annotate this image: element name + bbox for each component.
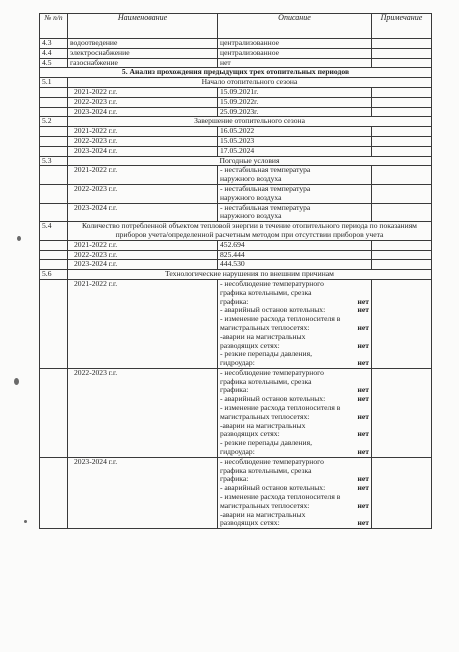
- violation-label: графика:: [220, 385, 249, 395]
- violation-line: графика котельными, срезка: [220, 465, 312, 475]
- violation-label: магистральных теплосетях:: [220, 411, 310, 421]
- violation-label: графика:: [220, 474, 249, 484]
- violation-line: - несоблюдение температурного: [220, 368, 324, 377]
- row-num: [40, 127, 68, 137]
- row-name: водоотведение: [68, 39, 218, 49]
- section-5-title: 5. Анализ прохождения предыдущих трех отопительных периодов: [40, 68, 432, 78]
- row-value: 25.09.2023г.: [218, 107, 372, 117]
- row-num: [40, 87, 68, 97]
- subsection-title: Погодные условия: [68, 156, 432, 166]
- row-value: [218, 457, 372, 528]
- violation-value: нет: [357, 474, 369, 484]
- row-year: 2021-2022 г.г.: [68, 166, 218, 185]
- row-num: [40, 279, 68, 368]
- violation-value: нет: [357, 429, 369, 439]
- row-note: [372, 250, 432, 260]
- row-num: [40, 184, 68, 203]
- row-num: 5.3: [40, 156, 68, 166]
- row-year: 2021-2022 г.г.: [68, 240, 218, 250]
- row-year: 2021-2022 г.г.: [68, 279, 218, 368]
- row-note: [372, 97, 432, 107]
- violation-label: разводящих сетях:: [220, 340, 280, 350]
- row-num: [40, 146, 68, 156]
- row-value: [218, 279, 372, 368]
- row-value: 444.530: [218, 260, 372, 270]
- violation-line: - резкие перепады давления,: [220, 438, 313, 448]
- row-value: [218, 368, 372, 457]
- row-value: 15.09.2022г.: [218, 97, 372, 107]
- row-value: 15.09.2021г.: [218, 87, 372, 97]
- row-value: 452.694: [218, 240, 372, 250]
- row-note: [372, 184, 432, 203]
- subsection-title: Количество потребленной объектом тепловой энергии в течение отопительного периода по показаниям приборов учета/определенной расчетным методом при отсутствии приборов учета: [68, 222, 432, 241]
- violation-label: гидроудар:: [220, 358, 255, 368]
- row-year: 2023-2024 г.г.: [68, 146, 218, 156]
- document-table: [39, 13, 432, 529]
- violation-value: нет: [357, 322, 369, 332]
- row-year: 2021-2022 г.г.: [68, 127, 218, 137]
- row-num: 4.4: [40, 48, 68, 58]
- row-num: [40, 260, 68, 270]
- violation-line: -аварии на магистральных: [220, 331, 306, 341]
- row-num: [40, 136, 68, 146]
- table-row: [40, 87, 432, 97]
- row-year: 2021-2022 г.г.: [68, 87, 218, 97]
- violation-line: - изменение расхода теплоносителя в: [220, 314, 341, 324]
- row-num: 4.3: [40, 39, 68, 49]
- row-note: [372, 39, 432, 49]
- violation-line: - изменение расхода теплоносителя в: [220, 492, 341, 502]
- row-year: 2023-2024 г.г.: [68, 260, 218, 270]
- header-desc: Описание: [218, 14, 372, 39]
- violation-value: нет: [357, 340, 369, 350]
- row-year: 2023-2024 г.г.: [68, 107, 218, 117]
- violation-label: разводящих сетях:: [220, 429, 280, 439]
- subsection-row: [40, 117, 432, 127]
- violation-line: [220, 519, 369, 528]
- row-year: 2022-2023 г.г.: [68, 250, 218, 260]
- violation-line: -аварии на магистральных: [220, 509, 306, 519]
- row-note: [372, 368, 432, 457]
- violation-value: нет: [357, 483, 369, 493]
- violation-line: - несоблюдение температурного: [220, 279, 324, 288]
- weather-line: - нестабильная температура: [220, 203, 311, 212]
- row-year: 2022-2023 г.г.: [68, 136, 218, 146]
- violation-value: нет: [357, 447, 369, 457]
- row-name: газоснабжение: [68, 58, 218, 68]
- table-header-row: [40, 14, 432, 39]
- table-row: [40, 146, 432, 156]
- violation-value: нет: [357, 305, 369, 315]
- weather-line: наружного воздуха: [220, 192, 282, 202]
- row-num: 5.1: [40, 78, 68, 88]
- violation-line: - несоблюдение температурного: [220, 457, 324, 466]
- row-value: 16.05.2022: [218, 127, 372, 137]
- row-num: [40, 97, 68, 107]
- row-note: [372, 58, 432, 68]
- row-desc: централизованное: [218, 48, 372, 58]
- violation-line: - изменение расхода теплоносителя в: [220, 403, 341, 413]
- subsection-row: [40, 222, 432, 241]
- row-num: [40, 250, 68, 260]
- table-row: [40, 240, 432, 250]
- row-value: [218, 184, 372, 203]
- row-num: [40, 107, 68, 117]
- row-note: [372, 240, 432, 250]
- binder-hole-mark: [14, 378, 19, 385]
- row-num: [40, 457, 68, 528]
- table-row: [40, 107, 432, 117]
- table-row: [40, 166, 432, 185]
- row-note: [372, 457, 432, 528]
- row-num: 5.2: [40, 117, 68, 127]
- row-desc: нет: [218, 58, 372, 68]
- row-num: 4.5: [40, 58, 68, 68]
- row-year: 2022-2023 г.г.: [68, 97, 218, 107]
- table-row: [40, 184, 432, 203]
- row-value: 15.05.2023: [218, 136, 372, 146]
- violation-label: - аварийный останов котельных:: [220, 305, 326, 315]
- violation-label: графика:: [220, 296, 249, 306]
- violation-line: графика котельными, срезка: [220, 376, 312, 386]
- table-row: [40, 250, 432, 260]
- violation-value: нет: [357, 358, 369, 368]
- subsection-row: [40, 156, 432, 166]
- violation-label: магистральных теплосетях:: [220, 322, 310, 332]
- violation-label: гидроудар:: [220, 447, 255, 457]
- table-row: [40, 368, 432, 457]
- row-year: 2022-2023 г.г.: [68, 368, 218, 457]
- violation-value: нет: [357, 500, 369, 510]
- table-row: [40, 136, 432, 146]
- row-note: [372, 203, 432, 222]
- violation-value: нет: [357, 518, 369, 528]
- row-year: 2022-2023 г.г.: [68, 184, 218, 203]
- violation-value: нет: [357, 411, 369, 421]
- table-row: [40, 457, 432, 528]
- weather-line: наружного воздуха: [220, 174, 282, 184]
- row-value: 825.444: [218, 250, 372, 260]
- row-note: [372, 107, 432, 117]
- table-row: [40, 58, 432, 68]
- table-row: [40, 39, 432, 49]
- row-year: 2023-2024 г.г.: [68, 203, 218, 222]
- row-note: [372, 166, 432, 185]
- row-num: [40, 368, 68, 457]
- row-note: [372, 279, 432, 368]
- table-row: [40, 260, 432, 270]
- violation-line: [220, 359, 369, 368]
- violation-value: нет: [357, 296, 369, 306]
- table-row: [40, 48, 432, 58]
- row-value: 17.05.2024: [218, 146, 372, 156]
- row-note: [372, 127, 432, 137]
- binder-hole-mark: [24, 520, 27, 523]
- violation-label: - аварийный останов котельных:: [220, 483, 326, 493]
- table-row: [40, 279, 432, 368]
- row-num: [40, 166, 68, 185]
- violation-line: -аварии на магистральных: [220, 420, 306, 430]
- row-note: [372, 87, 432, 97]
- subsection-title: Начало отопительного сезона: [68, 78, 432, 88]
- row-note: [372, 260, 432, 270]
- table-row: [40, 203, 432, 222]
- subsection-row: [40, 78, 432, 88]
- violation-label: разводящих сетях:: [220, 518, 280, 528]
- subsection-title: Завершение отопительного сезона: [68, 117, 432, 127]
- weather-line: наружного воздуха: [220, 211, 282, 221]
- subsection-title: Технологические нарушения по внешним причинам: [68, 270, 432, 280]
- row-num: 5.6: [40, 270, 68, 280]
- row-num: [40, 240, 68, 250]
- section-heading-row: [40, 68, 432, 78]
- row-value: [218, 203, 372, 222]
- weather-line: - нестабильная температура: [220, 165, 311, 175]
- violation-line: графика котельными, срезка: [220, 287, 312, 297]
- row-note: [372, 146, 432, 156]
- header-note: Примечание: [372, 14, 432, 39]
- table-row: [40, 97, 432, 107]
- weather-line: - нестабильная температура: [220, 184, 311, 193]
- row-num: [40, 203, 68, 222]
- row-value: [218, 166, 372, 185]
- table-row: [40, 127, 432, 137]
- header-name: Наименование: [68, 14, 218, 39]
- violation-value: нет: [357, 394, 369, 404]
- violation-line: [220, 448, 369, 457]
- header-num: № п/п: [40, 14, 68, 39]
- row-num: 5.4: [40, 222, 68, 241]
- violation-value: нет: [357, 385, 369, 395]
- row-name: электроснабжение: [68, 48, 218, 58]
- violation-label: - аварийный останов котельных:: [220, 394, 326, 404]
- subsection-row: [40, 270, 432, 280]
- binder-hole-mark: [17, 236, 21, 241]
- row-note: [372, 136, 432, 146]
- row-desc: централизованное: [218, 39, 372, 49]
- row-year: 2023-2024 г.г.: [68, 457, 218, 528]
- violation-line: - резкие перепады давления,: [220, 349, 313, 359]
- violation-label: магистральных теплосетях:: [220, 500, 310, 510]
- row-note: [372, 48, 432, 58]
